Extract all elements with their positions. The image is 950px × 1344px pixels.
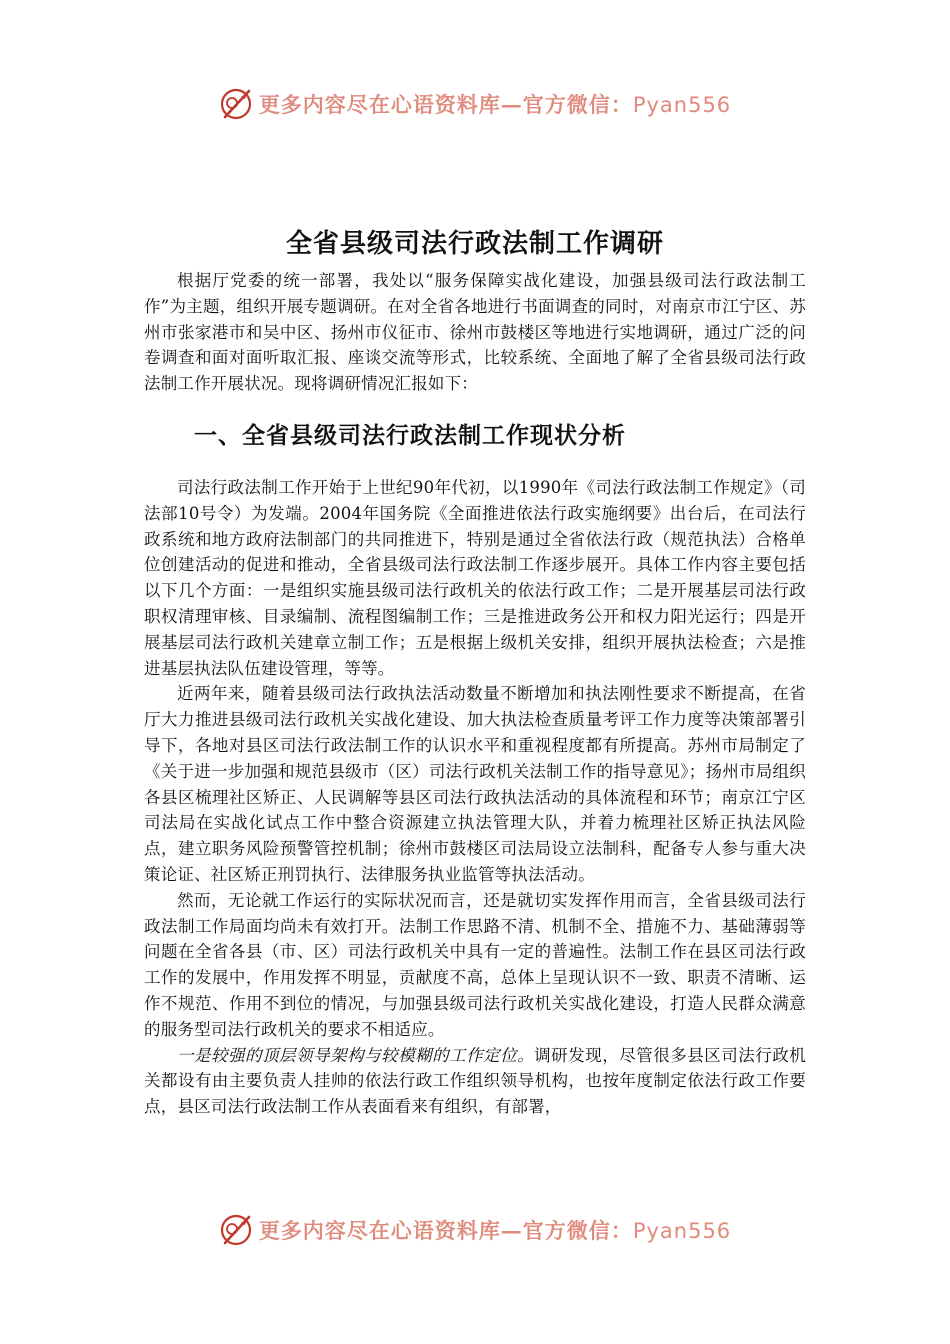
- watermark-text: 更多内容尽在心语资料库—官方微信：Pyan556: [258, 92, 732, 117]
- section-heading-1: 一、全省县级司法行政法制工作现状分析: [194, 422, 626, 449]
- footer-watermark: [0, 1212, 950, 1248]
- body-paragraph: 近两年来，随着县级司法行政执法活动数量不断增加和执法刚性要求不断提高，在省厅大力推进县级司法行政机关实战化建设、加大执法检查质量考评工作力度等决策部署引导下，各地对县区司法行政法制工作的认识水平和重视程度都有所提高。苏州市局制定了《关于进一步加强和规范县级市（区）司法行政机关法制工作的指导意见》；扬州市局组织各县区梳理社区矫正、人民调解等县区司法行政执法活动的具体流程和环节；南京江宁区司法局在实战化试点工作中整合资源建立执法管理大队，并着力梳理社区矫正执法风险点，建立职务风险预警管控机制；徐州市鼓楼区司法局设立法制科，配备专人参与重大决策论证、社区矫正刑罚执行、法律服务执业监管等执法活动。: [144, 684, 806, 884]
- watermark-wechat-id: Pyan556: [632, 93, 732, 117]
- pen-circle-logo-icon: [219, 1213, 253, 1247]
- pen-circle-logo-icon: [219, 87, 253, 121]
- watermark-wechat-id: Pyan556: [632, 1219, 732, 1243]
- body-paragraph: 司法行政法制工作开始于上世纪90年代初，以1990年《司法行政法制工作规定》（司法部10号令）为发端。2004年国务院《全面推进依法行政实施纲要》出台后，在司法行政系统和地方政府法制部门的共同推进下，特别是通过全省依法行政（规范执法）合格单位创建活动的促进和推动，全省县级司法行政法制工作逐步展开。具体工作内容主要包括以下几个方面：一是组织实施县级司法行政机关的依法行政工作；二是开展基层司法行政职权清理审核、目录编制、流程图编制工作；三是推进政务公开和权力阳光运行；四是开展基层司法行政机关建章立制工作；五是根据上级机关安排，组织开展执法检查；六是推进基层执法队伍建设管理，等等。: [144, 477, 806, 678]
- document-title: 全省县级司法行政法制工作调研: [285, 229, 664, 259]
- paragraph-continuation: 调研发现，尽管很多县区司法行政机关都设有由主要负责人挂帅的依法行政工作组织领导机构，也按年度制定依法行政工作要点，县区司法行政法制工作从表面看来有组织，有部署，: [144, 1045, 806, 1117]
- watermark-text: 更多内容尽在心语资料库—官方微信：Pyan556: [258, 1218, 732, 1243]
- document-body: [144, 226, 806, 1120]
- body-paragraph-last: [144, 1043, 806, 1120]
- intro-paragraph: 根据厅党委的统一部署，我处以“服务保障实战化建设，加强县级司法行政法制工作”为主题，组织开展专题调研。在对全省各地进行书面调查的同时，对南京市江宁区、苏州市张家港市和吴中区、扬州市仪征市、徐州市鼓楼区等地进行实地调研，通过广泛的问卷调查和面对面听取汇报、座谈交流等形式，比较系统、全面地了解了全省县级司法行政法制工作开展状况。现将调研情况汇报如下：: [144, 271, 806, 394]
- emphasis-lead: 一是较强的顶层领导架构与较模糊的工作定位。: [177, 1045, 535, 1065]
- body-paragraph: 然而，无论就工作运行的实际状况而言，还是就切实发挥作用而言，全省县级司法行政法制工作局面均尚未有效打开。法制工作思路不清、机制不全、措施不力、基础薄弱等问题在全省各县（市、区）司法行政机关中具有一定的普遍性。法制工作在县区司法行政工作的发展中，作用发挥不明显，贡献度不高，总体上呈现认识不一致、职责不清晰、运作不规范、作用不到位的情况，与加强县级司法行政机关实战化建设，打造人民群众满意的服务型司法行政机关的要求不相适应。: [144, 890, 806, 1039]
- header-watermark: [0, 86, 950, 122]
